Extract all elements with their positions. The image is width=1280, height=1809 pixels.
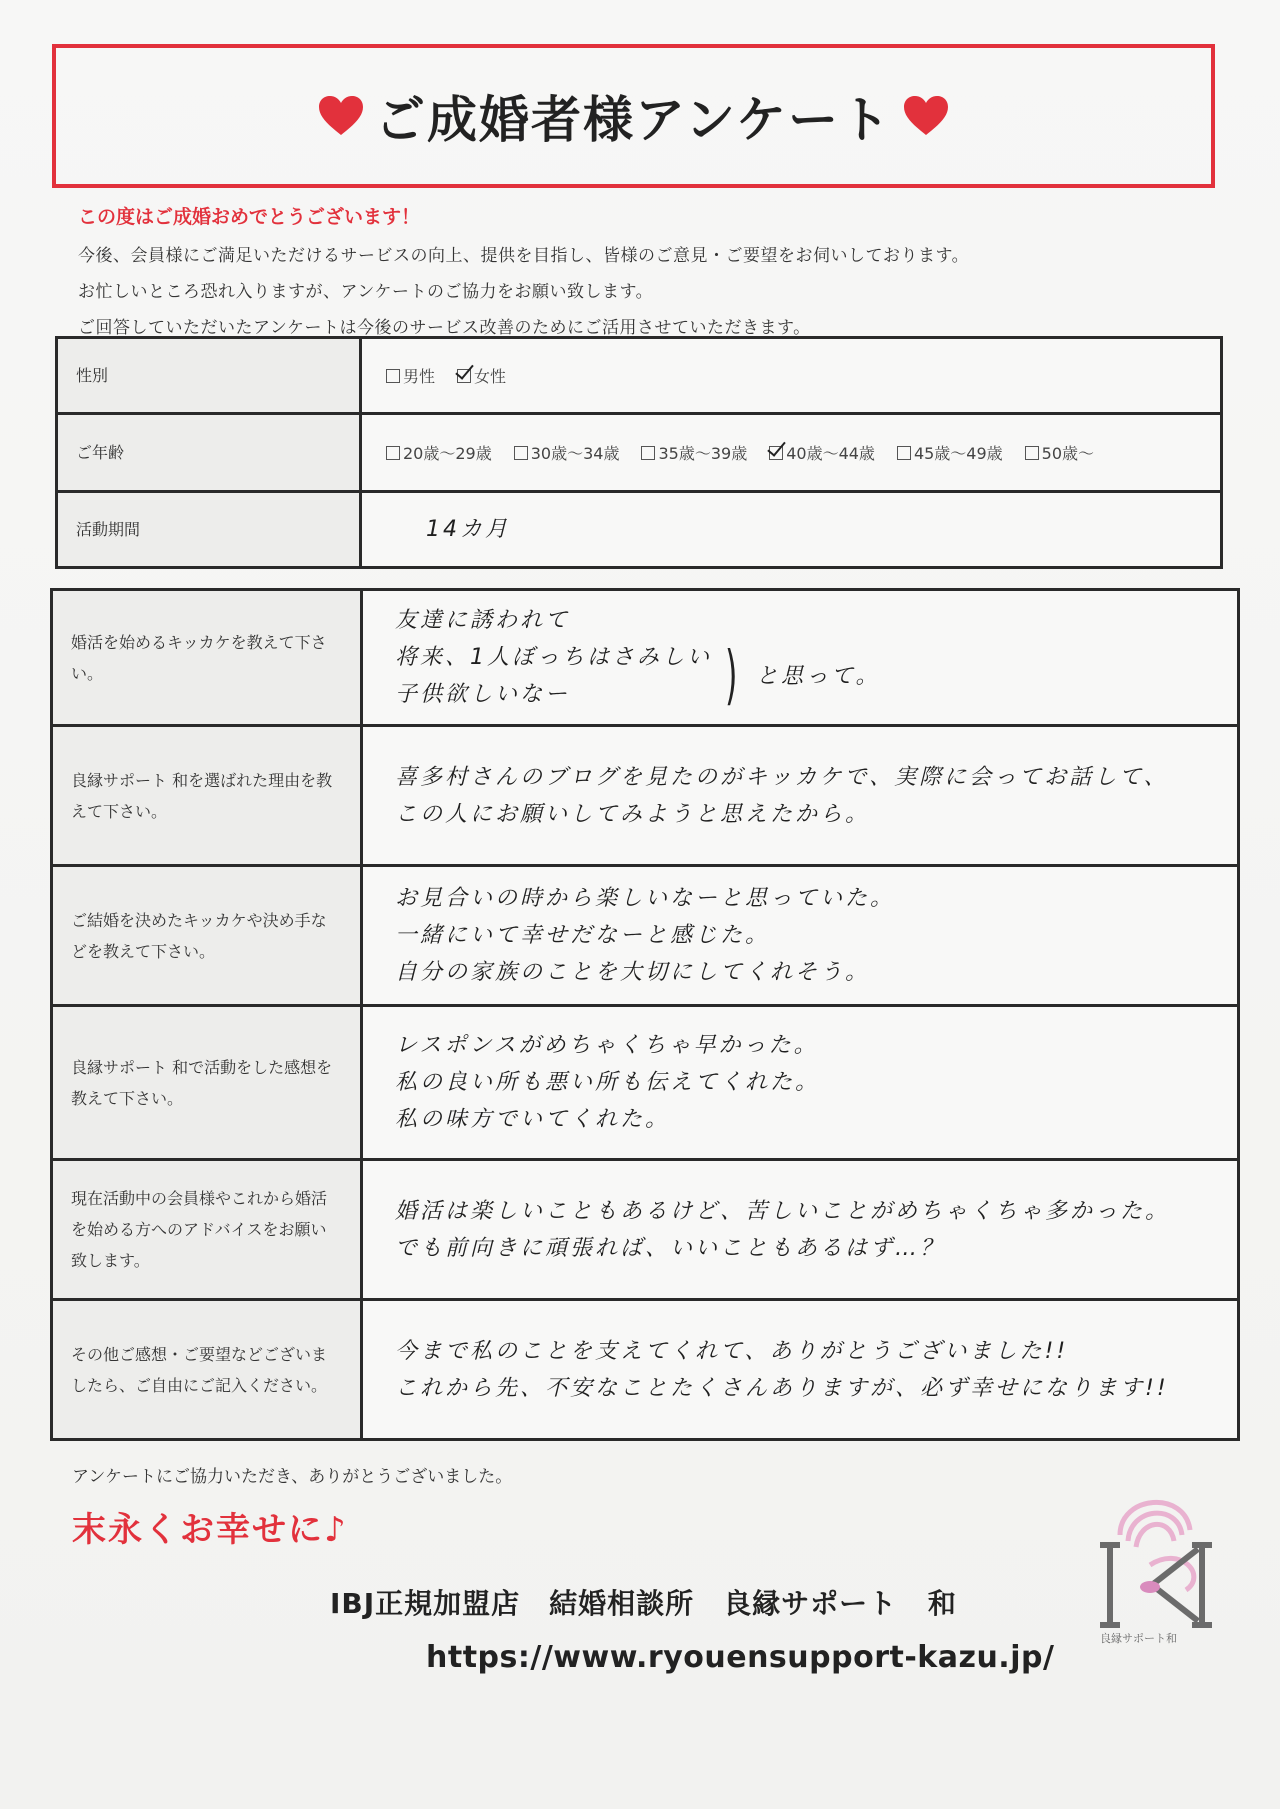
answer-line: お見合いの時から楽しいなーと思っていた。 (395, 886, 896, 911)
gender-options (386, 364, 1196, 387)
gender-row (57, 338, 1222, 414)
heart-icon-left (317, 95, 365, 137)
answer-line: 私の良い所も悪い所も伝えてくれた。 (395, 1070, 821, 1095)
age-option-45-49[interactable] (897, 441, 1003, 464)
gender-option-male[interactable] (386, 364, 435, 387)
shop-name: IBJ正規加盟店 結婚相談所 良縁サポート 和 (330, 1587, 957, 1620)
question-row-3 (52, 866, 1239, 1006)
answer-brace-suffix: と思って。 (755, 663, 881, 689)
question-label-4: 良縁サポート 和で活動をした感想を教えて下さい。 (52, 1006, 362, 1160)
age-options (386, 441, 1196, 464)
option-label: 20歳～29歳 (403, 444, 492, 463)
intro-line: お忙しいところ恐れ入りますが、アンケートのご協力をお願い致します。 (78, 282, 654, 302)
answer-line: 友達に誘われて (395, 608, 571, 633)
checkbox-icon (1025, 446, 1039, 460)
intro-lead: この度はご成婚おめでとうございます！ (78, 206, 421, 228)
answer-line: 子供欲しいなー (395, 682, 571, 707)
option-label: 45歳～49歳 (913, 444, 1003, 463)
checkbox-icon (386, 369, 400, 383)
checkbox-icon (897, 446, 911, 460)
option-label: 男性 (403, 367, 436, 386)
age-label: ご年齢 (57, 414, 361, 492)
answer-line: 今まで私のことを支えてくれて、ありがとうございました!! (395, 1338, 1069, 1364)
intro-line: ご回答していただいたアンケートは今後のサービス改善のためにご活用させていただきます。 (78, 318, 811, 338)
answer-line: これから先、不安なことたくさんありますが、必ず幸せになります!! (395, 1375, 1169, 1401)
answer-line: この人にお願いしてみようと思えたから。 (395, 801, 871, 827)
gender-option-female[interactable] (457, 364, 506, 387)
option-label: 40歳～44歳 (786, 444, 875, 463)
age-row (57, 414, 1222, 492)
profile-table (55, 336, 1223, 569)
option-label: 35歳～39歳 (658, 444, 748, 463)
question-label-5: 現在活動中の会員様やこれから婚活を始める方へのアドバイスをお願い致します。 (52, 1160, 362, 1300)
gender-value (361, 338, 1222, 414)
age-option-50[interactable] (1025, 441, 1094, 464)
checkbox-icon (641, 446, 655, 460)
option-label: 50歳～ (1041, 444, 1095, 463)
heart-icon-right (902, 95, 950, 137)
title-label: ご成婚者様アンケート (375, 91, 892, 149)
answer-line: レスポンスがめちゃくちゃ早かった。 (395, 1033, 819, 1058)
page-title (317, 80, 950, 152)
period-answer: 14カ月 (426, 517, 510, 542)
option-label: 30歳～34歳 (530, 444, 620, 463)
brace-icon: ) (724, 639, 739, 713)
title-box (52, 44, 1215, 188)
logo-caption: 良縁サポート和 (1100, 1632, 1177, 1645)
answer-2 (362, 726, 1239, 866)
answer-brace-group (395, 639, 1213, 713)
questions-table (50, 588, 1240, 1441)
question-row-6 (52, 1300, 1239, 1440)
question-row-4 (52, 1006, 1239, 1160)
question-label-2: 良縁サポート 和を選ばれた理由を教えて下さい。 (52, 726, 362, 866)
age-option-40-44[interactable] (769, 441, 875, 464)
checkbox-checked-icon (769, 446, 783, 460)
age-option-35-39[interactable] (641, 441, 747, 464)
intro-text (78, 202, 1198, 349)
period-row (57, 492, 1222, 568)
gender-label: 性別 (57, 338, 361, 414)
kazu-logo-icon (1090, 1475, 1220, 1645)
option-label: 女性 (474, 367, 507, 386)
answer-4 (362, 1006, 1239, 1160)
intro-line: 今後、会員様にご満足いただけるサービスの向上、提供を目指し、皆様のご意見・ご要望をお伺いしております。 (78, 246, 970, 266)
answer-line: 将来、1人ぼっちはさみしい (395, 645, 712, 670)
period-value (361, 492, 1222, 568)
answer-line: 喜多村さんのブログを見たのがキッカケで、実際に会ってお話して、 (395, 764, 1169, 790)
question-row-5 (52, 1160, 1239, 1300)
answer-line: でも前向きに頑張れば、いいこともあるはず…？ (395, 1235, 946, 1261)
checkbox-icon (386, 446, 400, 460)
answer-1 (362, 590, 1239, 726)
answer-line: 一緒にいて幸せだなーと感じた。 (395, 923, 771, 948)
shop-url[interactable]: https://www.ryouensupport-kazu.jp/ (426, 1640, 1055, 1675)
question-row-1 (52, 590, 1239, 726)
slogan: 末永くお幸せに♪ (72, 1510, 348, 1550)
thanks-text: アンケートにご協力いただき、ありがとうございました。 (72, 1467, 513, 1487)
answer-line: 婚活は楽しいこともあるけど、苦しいことがめちゃくちゃ多かった。 (395, 1198, 1171, 1224)
checkbox-checked-icon (457, 369, 471, 383)
checkbox-icon (514, 446, 528, 460)
age-option-20-29[interactable] (386, 441, 492, 464)
question-label-6: その他ご感想・ご要望などございましたら、ご自由にご記入ください。 (52, 1300, 362, 1440)
answer-3 (362, 866, 1239, 1006)
question-label-1: 婚活を始めるキッカケを教えて下さい。 (52, 590, 362, 726)
age-option-30-34[interactable] (514, 441, 620, 464)
period-label: 活動期間 (57, 492, 361, 568)
answer-6 (362, 1300, 1239, 1440)
answer-line: 自分の家族のことを大切にしてくれそう。 (395, 960, 871, 985)
answer-line: 私の味方でいてくれた。 (395, 1107, 671, 1132)
question-label-3: ご結婚を決めたキッカケや決め手などを教えて下さい。 (52, 866, 362, 1006)
answer-5 (362, 1160, 1239, 1300)
age-value (361, 414, 1222, 492)
question-row-2 (52, 726, 1239, 866)
